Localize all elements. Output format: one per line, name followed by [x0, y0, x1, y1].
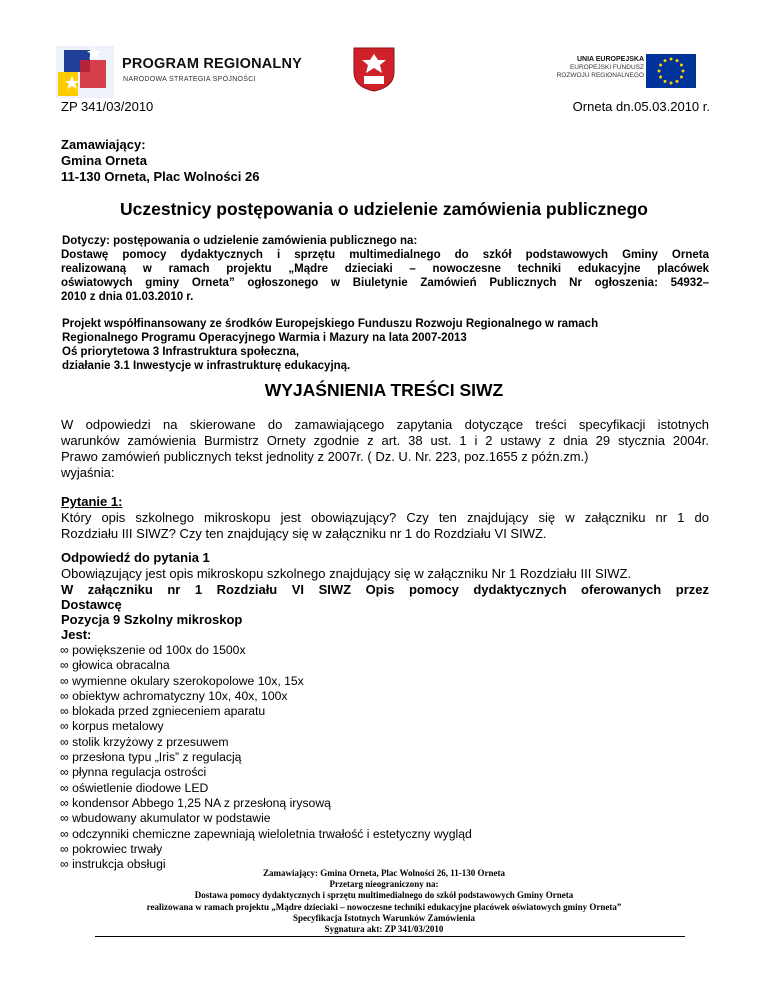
- section-title: WYJAŚNIENIA TREŚCI SIWZ: [264, 380, 504, 400]
- list-item: [60, 658, 472, 673]
- footer-line-5: Specyfikacja Istotnych Warunków Zamówienia: [292, 912, 476, 923]
- bullet-infinity-icon: ∞: [60, 734, 69, 749]
- program-title: PROGRAM REGIONALNY: [122, 56, 303, 72]
- list-item: [60, 765, 472, 780]
- bullet-infinity-icon: ∞: [60, 658, 69, 673]
- list-item-text: głowica obracalna: [72, 658, 170, 673]
- cofinance-line-2: Regionalnego Programu Operacyjnego Warmia i Mazury na lata 2007-2013: [62, 332, 467, 344]
- list-item-text: płynna regulacja ostrości: [72, 765, 207, 780]
- answer-line-1: Obowiązujący jest opis mikroskopu szkolnego znajdujący się w załączniku Nr 1 Rozdziału III SIWZ.: [61, 566, 632, 581]
- bullet-infinity-icon: ∞: [60, 688, 69, 703]
- eu-line-2: EUROPEJSKI FUNDUSZ: [569, 64, 644, 71]
- list-item-text: wbudowany akumulator w podstawie: [72, 811, 271, 826]
- answer-line-3: Dostawcę: [61, 597, 122, 612]
- cofinance-line-4: działanie 3.1 Inwestycje w infrastrukturę edukacyjną.: [62, 360, 351, 372]
- list-item-text: instrukcja obsługi: [72, 857, 166, 872]
- bullet-infinity-icon: ∞: [60, 811, 69, 826]
- footer-divider: [95, 936, 685, 937]
- contractor-address: 11-130 Orneta, Plac Wolności 26: [61, 169, 260, 184]
- warmia-mazury-crest: [352, 46, 396, 97]
- footer-line-3: Dostawa pomocy dydaktycznych i sprzętu multimedialnego do szkół podstawowych Gminy Orneta: [194, 890, 574, 901]
- footer: [0, 868, 768, 935]
- eu-title: UNIA EUROPEJSKA: [576, 56, 644, 63]
- list-item-text: powiększenie od 100x do 1500x: [72, 643, 246, 657]
- list-item-text: oświetlenie diodowe LED: [72, 780, 209, 795]
- intro-line-3: Prawo zamówień publicznych tekst jednolity z 2007r. ( Dz. U. Nr. 223, poz.1655 z późn.zm.): [61, 449, 589, 464]
- bullet-infinity-icon: ∞: [60, 795, 69, 810]
- intro-line-4: wyjaśnia:: [61, 465, 115, 480]
- cofinance-line-1: Projekt współfinansowany ze środków Europejskiego Funduszu Rozwoju Regionalnego w ramach: [62, 318, 599, 330]
- list-item: [60, 811, 472, 826]
- subject-line-3: realizowaną w ramach projektu „Mądre dzieciaki – nowoczesne techniki edukacyjne placówek: [61, 263, 709, 275]
- question-label: Pytanie 1:: [61, 494, 123, 509]
- footer-line-2: Przetarg nieograniczony na:: [329, 879, 439, 890]
- reference-number: ZP 341/03/2010: [61, 99, 154, 114]
- contractor-name: Gmina Orneta: [61, 153, 147, 168]
- bullet-infinity-icon: ∞: [60, 673, 69, 688]
- eu-flag-icon: [646, 54, 696, 93]
- footer-line-6: Sygnatura akt: ZP 341/03/2010: [324, 924, 444, 935]
- footer-line-1: Zamawiający: Gmina Orneta, Plac Wolności 26, 11-130 Orneta: [262, 868, 506, 878]
- list-item: [60, 842, 472, 857]
- list-item: [60, 689, 472, 704]
- bullet-infinity-icon: ∞: [60, 643, 69, 657]
- program-regionalny-emblem-icon: [50, 42, 120, 102]
- list-item-text: wymienne okulary szerokopolowe 10x, 15x: [72, 673, 304, 688]
- list-item-text: kondensor Abbego 1,25 NA z przesłoną irysową: [72, 795, 331, 810]
- list-item: [60, 781, 472, 796]
- subject-line-2: Dostawę pomocy dydaktycznych i sprzętu multimedialnego do szkół podstawowych Gminy Orneta: [61, 249, 709, 261]
- place-date: Orneta dn.05.03.2010 r.: [572, 99, 710, 114]
- list-item-text: przesłona typu „Iris” z regulacją: [72, 750, 242, 765]
- list-item: [60, 827, 472, 842]
- subject-line-5: 2010 z dnia 01.03.2010 r.: [61, 291, 194, 303]
- list-item: [60, 719, 472, 734]
- intro-line-2: warunków zamówienia Burmistrz Ornety zgodnie z art. 38 ust. 1 i 2 ustawy z dnia 29 stycznia 2004r.: [61, 433, 709, 448]
- intro-line-1: W odpowiedzi na skierowane do zamawiającego zapytania dotyczące treści specyfikacji istotnych: [61, 417, 709, 432]
- eu-text-block: [557, 56, 644, 80]
- bullet-infinity-icon: ∞: [60, 857, 69, 872]
- answer-label: Odpowiedź do pytania 1: [61, 550, 210, 565]
- cofinance-line-3: Oś priorytetowa 3 Infrastruktura społeczna,: [62, 346, 300, 358]
- list-item: [60, 750, 472, 765]
- subject-line-1: Dotyczy: postępowania o udzielenie zamówienia publicznego na:: [62, 235, 418, 247]
- answer-line-4: Pozycja 9 Szkolny mikroskop: [61, 612, 243, 627]
- answer-line-5: Jest:: [61, 627, 92, 642]
- subject-line-4: oświatowych gminy Orneta” ogłoszonego w Biuletynie Zamówień Publicznych Nr ogłoszenia: 54932–: [61, 277, 709, 289]
- answer-line-2: W załączniku nr 1 Rozdziału VI SIWZ Opis pomocy dydaktycznych oferowanych przez: [61, 582, 709, 597]
- question-line-1: Który opis szkolnego mikroskopu jest obowiązujący? Czy ten znajdujący się w załączniku nr 1 do: [61, 510, 709, 525]
- list-item-text: pokrowiec trwały: [72, 841, 163, 856]
- coat-of-arms-icon: [352, 46, 396, 92]
- footer-line-4: realizowana w ramach projektu „Mądre dzieciaki – nowoczesne techniki edukacyjne placówek oświatowych gminy Orneta”: [146, 901, 622, 912]
- bullet-infinity-icon: ∞: [60, 841, 69, 856]
- bullet-infinity-icon: ∞: [60, 719, 69, 734]
- page-title: Uczestnicy postępowania o udzielenie zamówienia publicznego: [119, 199, 649, 219]
- list-item-text: korpus metalowy: [72, 719, 164, 734]
- list-item-text: obiektyw achromatyczny 10x, 40x, 100x: [72, 688, 288, 703]
- question-line-2: Rozdziału III SIWZ? Czy ten znajdujący się w załączniku nr 1 do Rozdziału VI SIWZ.: [61, 526, 547, 541]
- list-item: [60, 643, 472, 658]
- list-item: [60, 704, 472, 719]
- eu-line-3: ROZWOJU REGIONALNEGO: [556, 72, 644, 79]
- list-item: [60, 674, 472, 689]
- contractor-label: Zamawiający:: [61, 137, 146, 152]
- bullet-infinity-icon: ∞: [60, 780, 69, 795]
- bullet-infinity-icon: ∞: [60, 765, 69, 780]
- list-item-text: odczynniki chemiczne zapewniają wieloletnia trwałość i estetyczny wygląd: [72, 826, 472, 841]
- feature-list: [60, 643, 472, 872]
- program-subtitle: NARODOWA STRATEGIA SPÓJNOŚCI: [123, 76, 256, 83]
- list-item: [60, 735, 472, 750]
- list-item-text: stolik krzyżowy z przesuwem: [72, 734, 229, 749]
- bullet-infinity-icon: ∞: [60, 750, 69, 765]
- list-item-text: blokada przed zgnieceniem aparatu: [72, 704, 266, 719]
- bullet-infinity-icon: ∞: [60, 704, 69, 719]
- bullet-infinity-icon: ∞: [60, 826, 69, 841]
- program-regionalny-logo: [50, 42, 303, 102]
- list-item: [60, 796, 472, 811]
